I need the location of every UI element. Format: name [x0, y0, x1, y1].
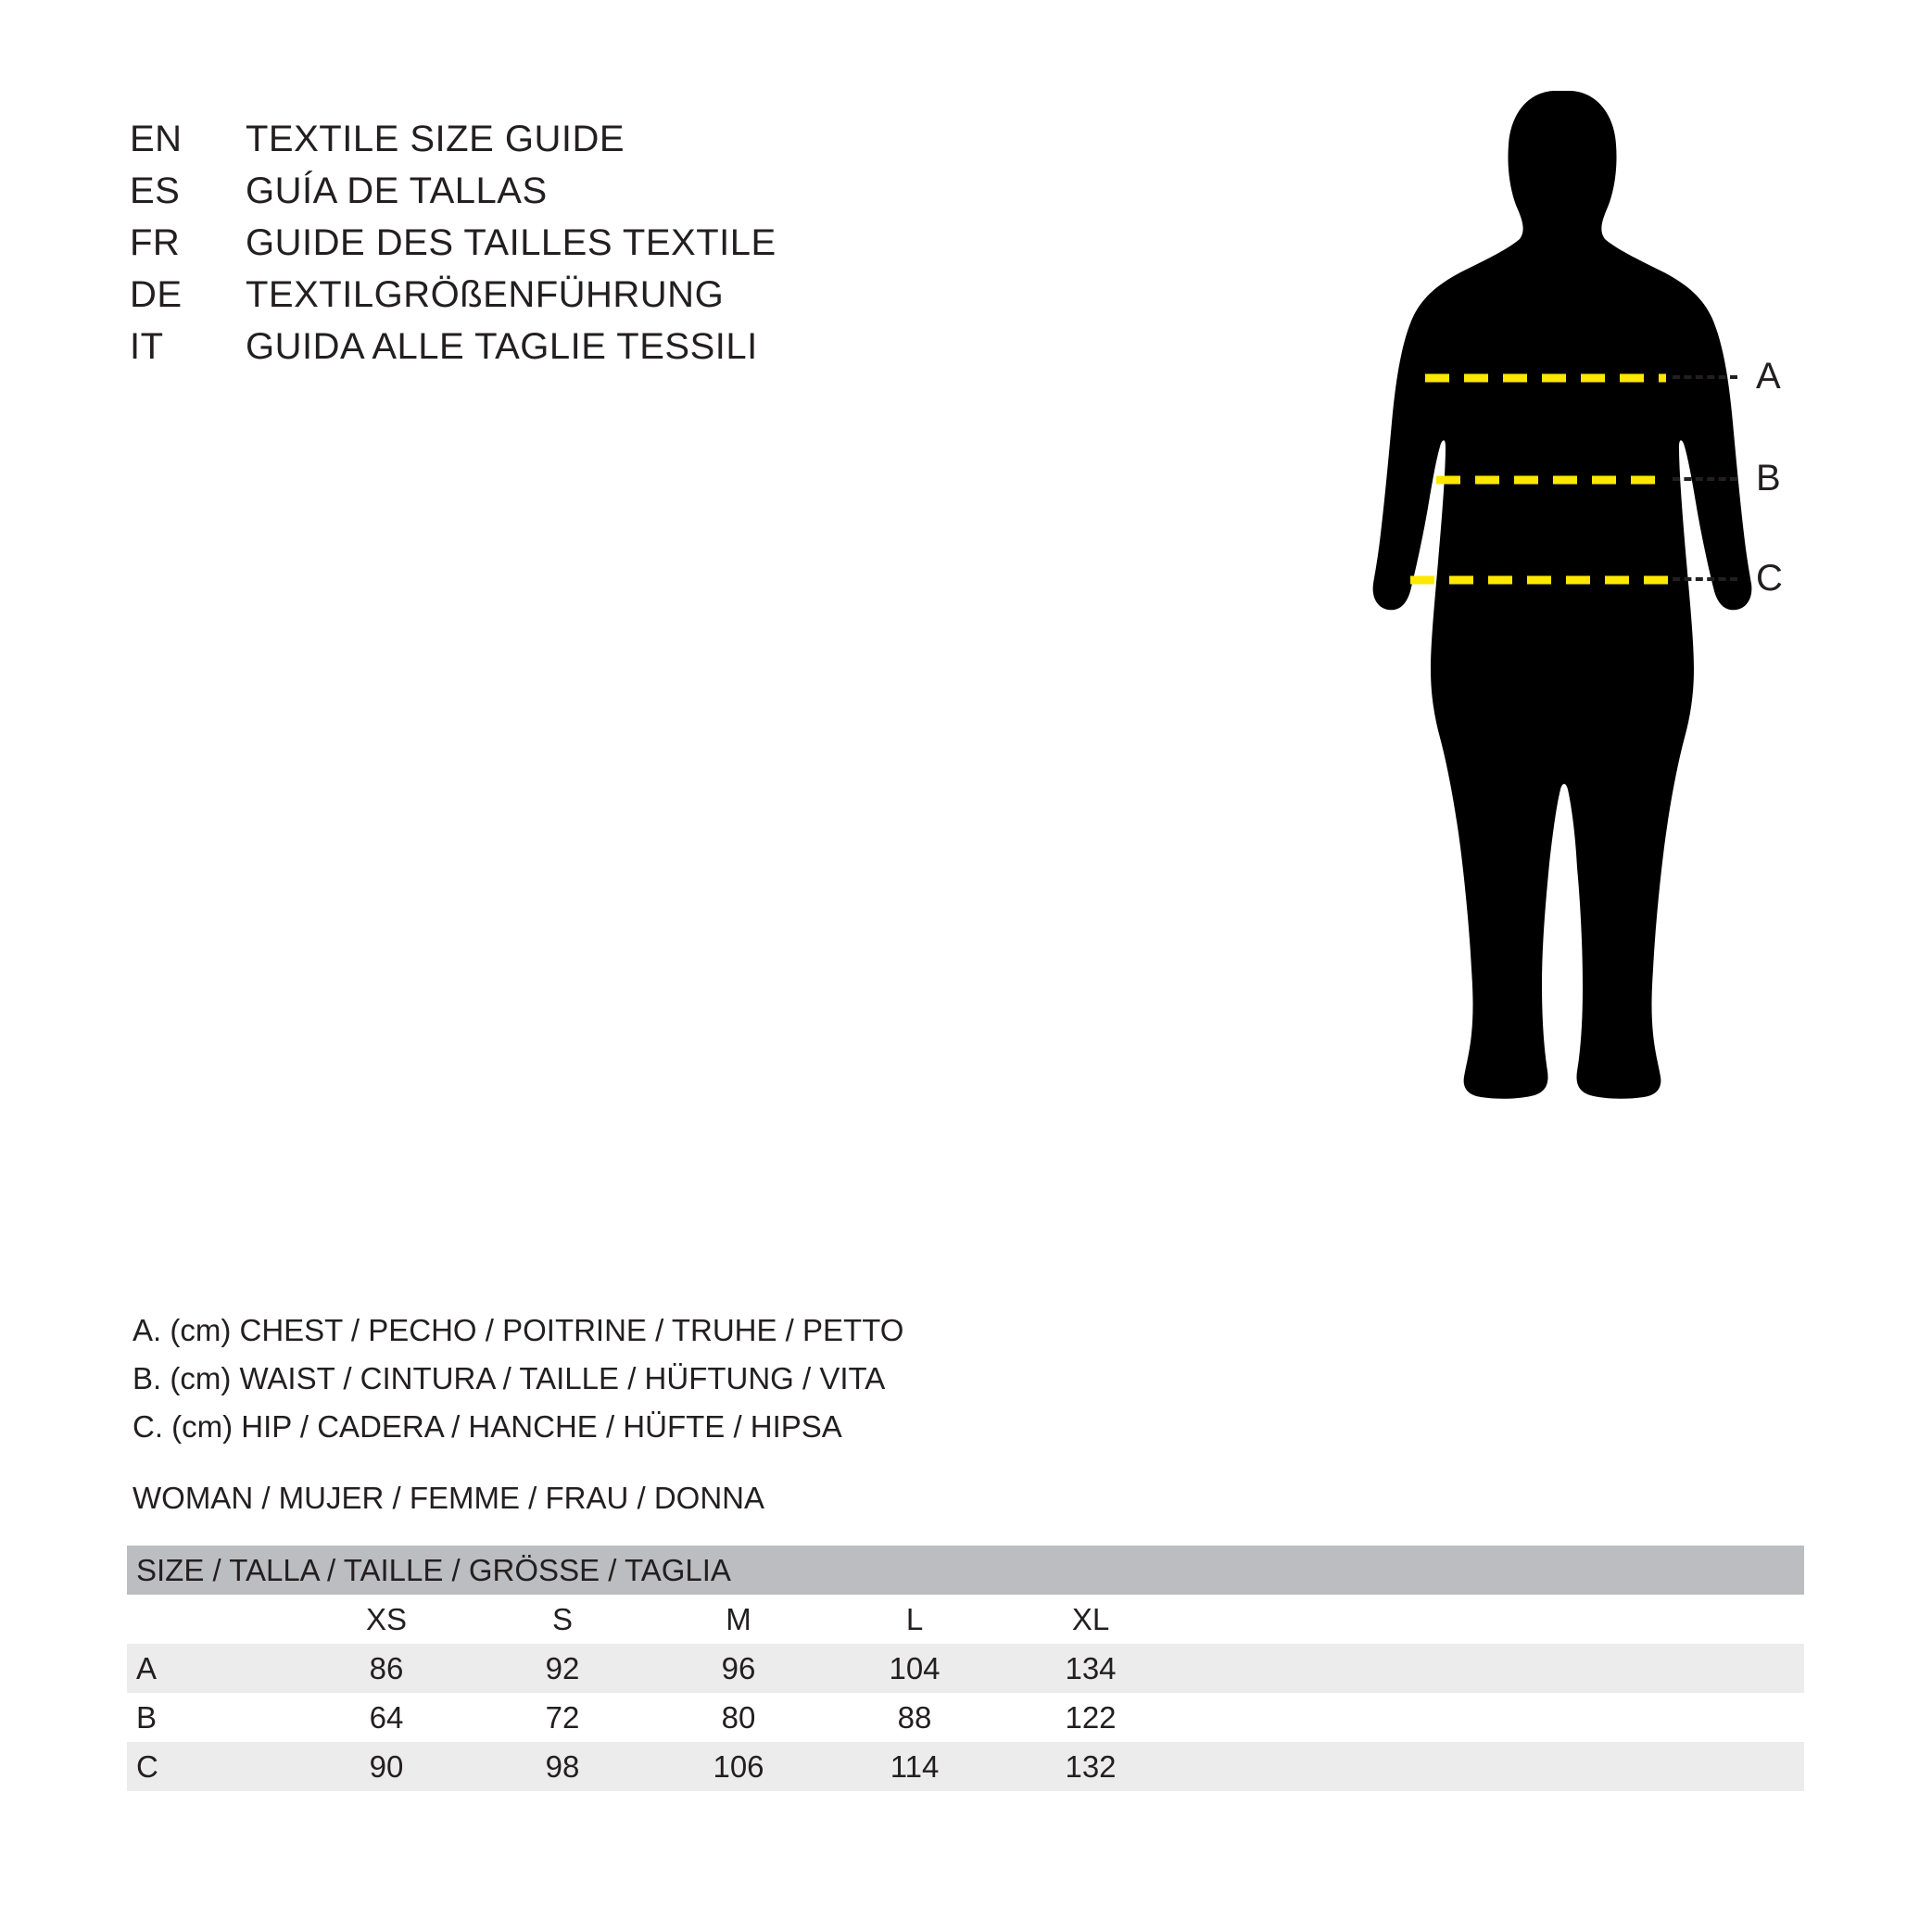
- cell-a-m: 96: [650, 1644, 827, 1693]
- language-row: [130, 222, 777, 274]
- language-title: TEXTILE SIZE GUIDE: [246, 119, 625, 159]
- column-header-s: S: [474, 1595, 650, 1644]
- table-title-row: [127, 1546, 1804, 1595]
- language-code: IT: [130, 326, 164, 367]
- legend-line-a: A. (cm) CHEST / PECHO / POITRINE / TRUHE / PETTO: [133, 1313, 904, 1347]
- cell-c-s: 98: [474, 1742, 650, 1791]
- table-title: SIZE / TALLA / TAILLE / GRÖSSE / TAGLIA: [127, 1546, 1804, 1595]
- cell-a-spacer: [1179, 1644, 1804, 1693]
- cell-b-spacer: [1179, 1693, 1804, 1742]
- table-row: [127, 1644, 1804, 1693]
- lead-line-c: [1673, 577, 1737, 581]
- language-code: DE: [130, 274, 183, 315]
- language-row: [130, 119, 777, 170]
- language-code: EN: [130, 119, 183, 159]
- cell-b-xl: 122: [1003, 1693, 1179, 1742]
- column-header-l: L: [827, 1595, 1003, 1644]
- cell-b-s: 72: [474, 1693, 650, 1742]
- language-title: GUÍA DE TALLAS: [246, 170, 548, 211]
- row-label-c: C: [127, 1742, 298, 1791]
- marker-label-a: A: [1756, 356, 1781, 397]
- cell-c-l: 114: [827, 1742, 1003, 1791]
- row-label-a: A: [127, 1644, 298, 1693]
- cell-c-xs: 90: [298, 1742, 474, 1791]
- column-header-blank: [127, 1595, 298, 1644]
- cell-c-m: 106: [650, 1742, 827, 1791]
- cell-c-spacer: [1179, 1742, 1804, 1791]
- lead-line-a: [1673, 375, 1737, 379]
- cell-a-xl: 134: [1003, 1644, 1179, 1693]
- gender-label: WOMAN / MUJER / FEMME / FRAU / DONNA: [133, 1481, 764, 1515]
- woman-silhouette-icon: [1371, 83, 1761, 1177]
- legend-line-c: C. (cm) HIP / CADERA / HANCHE / HÜFTE / HIPSA: [133, 1409, 842, 1445]
- language-row: [130, 274, 777, 326]
- marker-label-b: B: [1756, 458, 1781, 499]
- cell-b-m: 80: [650, 1693, 827, 1742]
- language-title: GUIDE DES TAILLES TEXTILE: [246, 222, 777, 263]
- cell-a-l: 104: [827, 1644, 1003, 1693]
- body-silhouette-figure: [1371, 83, 1761, 1177]
- table-row: [127, 1693, 1804, 1742]
- column-header-m: M: [650, 1595, 827, 1644]
- measurement-legend: [133, 1311, 903, 1457]
- lead-line-b: [1673, 477, 1737, 481]
- marker-label-c: C: [1756, 558, 1783, 599]
- cell-a-s: 92: [474, 1644, 650, 1693]
- cell-c-xl: 132: [1003, 1742, 1179, 1791]
- cell-a-xs: 86: [298, 1644, 474, 1693]
- language-row: [130, 326, 777, 378]
- column-header-spacer: [1179, 1595, 1804, 1644]
- column-header-xs: XS: [298, 1595, 474, 1644]
- language-row: [130, 170, 777, 222]
- language-title-block: [130, 119, 777, 378]
- cell-b-l: 88: [827, 1693, 1003, 1742]
- table-column-header-row: [127, 1595, 1804, 1644]
- table-row: [127, 1742, 1804, 1791]
- language-title: GUIDA ALLE TAGLIE TESSILI: [246, 326, 758, 367]
- cell-b-xs: 64: [298, 1693, 474, 1742]
- size-table: [127, 1546, 1804, 1791]
- legend-line-b: B. (cm) WAIST / CINTURA / TAILLE / HÜFTUNG / VITA: [133, 1361, 886, 1396]
- language-code: ES: [130, 170, 181, 211]
- column-header-xl: XL: [1003, 1595, 1179, 1644]
- row-label-b: B: [127, 1693, 298, 1742]
- language-code: FR: [130, 222, 181, 263]
- language-title: TEXTILGRÖßENFÜHRUNG: [246, 274, 725, 315]
